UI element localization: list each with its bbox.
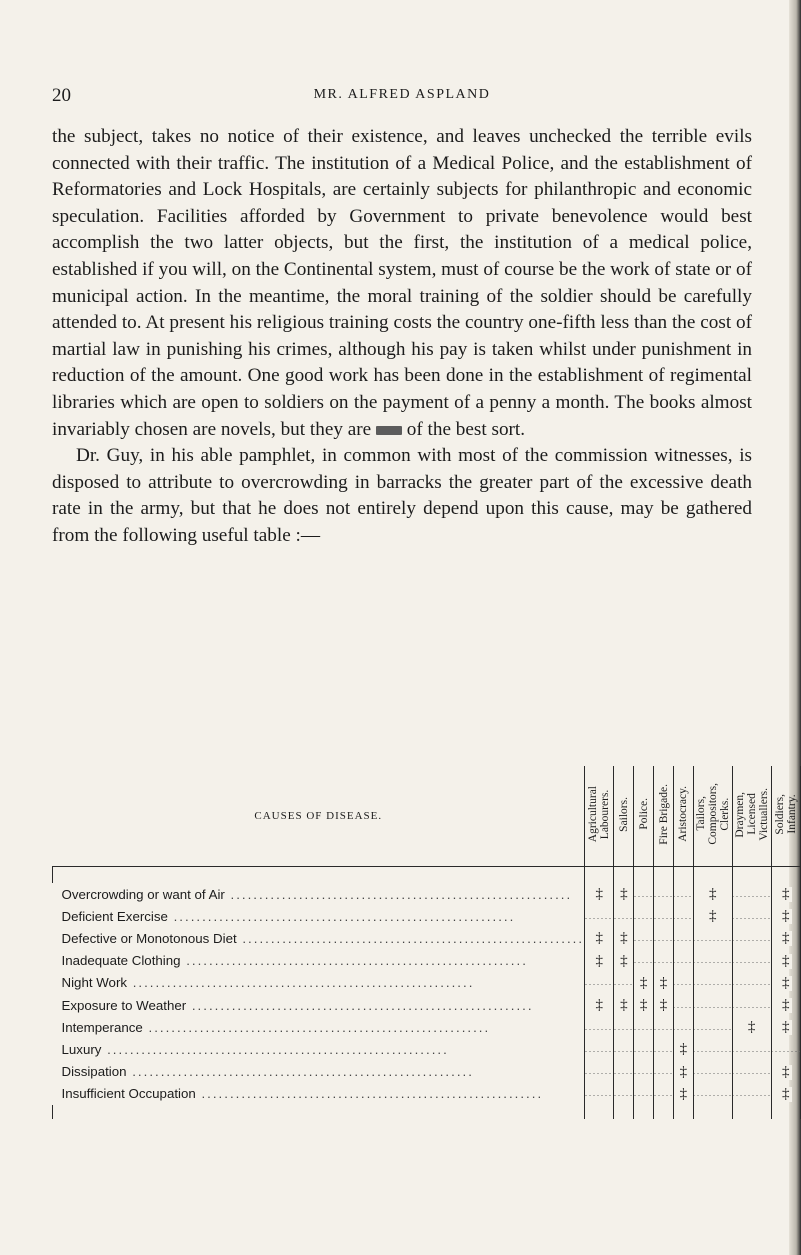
table-row	[53, 1061, 801, 1083]
cause-cell	[53, 905, 585, 927]
empty-cell	[673, 1016, 693, 1038]
spacer-cell	[53, 867, 585, 884]
cause-label: Inadequate Clothing	[61, 953, 181, 969]
spacer-cell	[53, 1105, 585, 1119]
spacer-cell	[585, 1105, 614, 1119]
leader-dots: ............................................................	[195, 1086, 544, 1102]
leader-dots: ............................................................	[127, 975, 475, 991]
empty-cell	[693, 1083, 732, 1105]
marked-cell	[732, 1016, 771, 1038]
cause-cell	[53, 1061, 585, 1083]
marked-cell	[771, 994, 800, 1016]
spacer-cell	[654, 1105, 674, 1119]
marked-cell	[585, 950, 614, 972]
double-dagger-mark: ‡	[659, 997, 668, 1014]
column-header	[614, 766, 634, 867]
double-dagger-mark: ‡	[679, 1063, 688, 1080]
spacer-cell	[654, 867, 674, 884]
empty-cell	[732, 1061, 771, 1083]
table-row	[53, 950, 801, 972]
leader-dots: ............................................................	[167, 908, 516, 924]
column-header	[654, 766, 674, 867]
column-header	[771, 766, 800, 867]
double-dagger-mark: ‡	[782, 930, 790, 947]
causes-column-header: CAUSES OF DISEASE.	[53, 766, 585, 867]
page-number: 20	[52, 85, 71, 106]
double-dagger-mark: ‡	[659, 974, 668, 991]
empty-cell	[693, 1061, 732, 1083]
spacer-cell	[614, 1105, 634, 1119]
cause-cell	[53, 1038, 585, 1060]
marked-cell	[585, 883, 614, 905]
double-dagger-mark: ‡	[782, 1063, 790, 1080]
spacer-cell	[771, 867, 800, 884]
empty-cell	[673, 927, 693, 949]
marked-cell	[693, 905, 732, 927]
empty-cell	[634, 1038, 654, 1060]
spacer-cell	[693, 867, 732, 884]
empty-cell	[673, 905, 693, 927]
paragraph-1	[52, 124, 752, 443]
disease-causes-table	[52, 766, 801, 1119]
spacer-cell	[634, 867, 654, 884]
double-dagger-mark: ‡	[782, 974, 790, 991]
empty-cell	[732, 927, 771, 949]
column-header	[732, 766, 771, 867]
cause-label: Insufficient Occupation	[61, 1086, 196, 1102]
double-dagger-mark: ‡	[679, 1085, 688, 1102]
marked-cell	[673, 1083, 693, 1105]
leader-dots: ............................................................	[101, 1041, 449, 1057]
empty-cell	[673, 972, 693, 994]
empty-cell	[693, 950, 732, 972]
table-row	[53, 1016, 801, 1038]
spacer-cell	[673, 867, 693, 884]
spacer-cell	[585, 867, 614, 884]
empty-cell	[732, 1038, 771, 1060]
empty-cell	[585, 1038, 614, 1060]
empty-cell	[732, 950, 771, 972]
column-header	[693, 766, 732, 867]
double-dagger-mark: ‡	[595, 930, 603, 947]
table-row	[53, 927, 801, 949]
table-row	[53, 883, 801, 905]
empty-cell	[673, 994, 693, 1016]
marked-cell	[771, 950, 800, 972]
leader-dots: ............................................................	[180, 953, 528, 969]
spacer-cell	[673, 1105, 693, 1119]
empty-cell	[634, 1061, 654, 1083]
marked-cell	[771, 905, 800, 927]
table-row	[53, 1083, 801, 1105]
empty-cell	[732, 883, 771, 905]
cause-label: Overcrowding or want of Air	[61, 886, 225, 902]
leader-dots: ............................................................	[126, 1064, 474, 1080]
empty-cell	[771, 1038, 800, 1060]
double-dagger-mark: ‡	[782, 908, 790, 925]
empty-cell	[614, 972, 634, 994]
table-header-row	[53, 766, 801, 867]
double-dagger-mark: ‡	[679, 1041, 688, 1058]
marked-cell	[673, 1061, 693, 1083]
marked-cell	[771, 883, 800, 905]
marked-cell	[585, 927, 614, 949]
double-dagger-mark: ‡	[782, 1019, 790, 1036]
empty-cell	[732, 972, 771, 994]
cause-label: Exposure to Weather	[61, 997, 187, 1013]
empty-cell	[693, 994, 732, 1016]
cause-cell	[53, 1083, 585, 1105]
double-dagger-mark: ‡	[782, 952, 790, 969]
marked-cell	[771, 1083, 800, 1105]
empty-cell	[654, 1061, 674, 1083]
cause-label: Defective or Monotonous Diet	[61, 930, 237, 946]
column-header-label: Police.	[637, 798, 650, 830]
column-header-label: Soldiers, Infantry.	[773, 793, 798, 835]
double-dagger-mark: ‡	[620, 952, 628, 969]
double-dagger-mark: ‡	[595, 997, 603, 1014]
paragraph-2: Dr. Guy, in his able pamphlet, in common with most of the commission witnesses, is disposed to attribute to overcrowding in barracks the greater part of the excessive death rate in the army, but that he does not entirely depend upon this cause, may be gathered from the following useful table :—	[52, 445, 752, 546]
marked-cell	[654, 972, 674, 994]
column-header-label: Draymen, Licensed Victuallers.	[733, 787, 770, 841]
marked-cell	[614, 994, 634, 1016]
empty-cell	[673, 950, 693, 972]
cause-label: Night Work	[61, 975, 128, 991]
double-dagger-mark: ‡	[782, 997, 790, 1014]
leader-dots: ............................................................	[142, 1019, 491, 1035]
marked-cell	[673, 1038, 693, 1060]
empty-cell	[634, 1016, 654, 1038]
empty-cell	[693, 1016, 732, 1038]
cause-label: Luxury	[61, 1041, 102, 1057]
empty-cell	[614, 1061, 634, 1083]
marked-cell	[771, 972, 800, 994]
double-dagger-mark: ‡	[620, 930, 628, 947]
empty-cell	[654, 1083, 674, 1105]
empty-cell	[654, 1016, 674, 1038]
empty-cell	[634, 1083, 654, 1105]
marked-cell	[771, 1061, 800, 1083]
cause-cell	[53, 972, 585, 994]
double-dagger-mark: ‡	[747, 1019, 756, 1036]
empty-cell	[585, 1061, 614, 1083]
spacer-cell	[614, 867, 634, 884]
body-text	[52, 124, 752, 550]
double-dagger-mark: ‡	[620, 886, 628, 903]
empty-cell	[614, 1038, 634, 1060]
column-header-label: Agricultural Labourers.	[587, 785, 612, 843]
marked-cell	[614, 927, 634, 949]
double-dagger-mark: ‡	[639, 974, 648, 991]
empty-cell	[585, 972, 614, 994]
marked-cell	[585, 994, 614, 1016]
double-dagger-mark: ‡	[782, 1085, 790, 1102]
empty-cell	[634, 927, 654, 949]
empty-cell	[654, 883, 674, 905]
empty-cell	[732, 905, 771, 927]
empty-cell	[654, 950, 674, 972]
leader-dots: ............................................................	[236, 930, 585, 946]
spacer-cell	[732, 1105, 771, 1119]
double-dagger-mark: ‡	[639, 997, 648, 1014]
cause-cell	[53, 1016, 585, 1038]
column-header	[673, 766, 693, 867]
double-dagger-mark: ‡	[782, 886, 790, 903]
marked-cell	[614, 883, 634, 905]
double-dagger-mark: ‡	[709, 908, 717, 925]
ink-blot-mark	[376, 426, 402, 435]
empty-cell	[634, 905, 654, 927]
spacer-cell	[771, 1105, 800, 1119]
double-dagger-mark: ‡	[595, 886, 603, 903]
marked-cell	[614, 950, 634, 972]
column-header-label: Fire Brigade.	[657, 783, 670, 845]
table-spacer-row	[53, 1105, 801, 1119]
table-row	[53, 1038, 801, 1060]
running-head: MR. ALFRED ASPLAND	[313, 87, 491, 102]
cause-cell	[53, 994, 585, 1016]
page-header	[52, 85, 752, 111]
paragraph-1-text: the subject, takes no notice of their existence, and leaves unchecked the terrible evils connected with their traffic. The institution of a Medical Police, and the establishment of Reformatories and Lock Hospitals, are certainly subjects for philanthropic and economic speculation. Facilities afforded by Government to private benevolence would best accomplish the two latter objects, but the first, the institution of a medical police, established if you will, on the Continental system, must of course be the work of state or of municipal action. In the meantime, the moral training of the soldier should be carefully attended to. At present his religious training costs the country one-fifth less than the cost of martial law in punishing his crimes, although his pay is taken whilst under punishment in reduction of the amount. One good work has been done in the establishment of regimental libraries which are open to soldiers on the payment of a penny a month. The books almost invariably chosen are novels, but they are	[52, 126, 752, 440]
marked-cell	[771, 1016, 800, 1038]
empty-cell	[654, 905, 674, 927]
column-header-label: Sailors.	[617, 796, 630, 832]
marked-cell	[693, 883, 732, 905]
marked-cell	[771, 927, 800, 949]
cause-label: Deficient Exercise	[61, 908, 168, 924]
double-dagger-mark: ‡	[709, 886, 717, 903]
cause-label: Intemperance	[61, 1019, 143, 1035]
marked-cell	[654, 994, 674, 1016]
disease-table-wrap	[52, 766, 801, 1119]
empty-cell	[585, 1016, 614, 1038]
empty-cell	[634, 950, 654, 972]
table-spacer-row	[53, 867, 801, 884]
empty-cell	[585, 1083, 614, 1105]
column-header-label: Aristocracy.	[677, 786, 690, 842]
table-row	[53, 994, 801, 1016]
empty-cell	[614, 1016, 634, 1038]
cause-cell	[53, 883, 585, 905]
empty-cell	[634, 883, 654, 905]
table-row	[53, 972, 801, 994]
marked-cell	[634, 972, 654, 994]
spacer-cell	[693, 1105, 732, 1119]
cause-label: Dissipation	[61, 1064, 127, 1080]
empty-cell	[693, 972, 732, 994]
column-header	[585, 766, 614, 867]
empty-cell	[614, 905, 634, 927]
column-header-label: Tailors, Compositors, Clerks.	[694, 783, 731, 845]
leader-dots: ............................................................	[224, 886, 573, 902]
double-dagger-mark: ‡	[595, 952, 603, 969]
double-dagger-mark: ‡	[620, 997, 628, 1014]
column-header	[634, 766, 654, 867]
empty-cell	[673, 883, 693, 905]
leader-dots: ............................................................	[186, 997, 534, 1013]
empty-cell	[693, 927, 732, 949]
empty-cell	[585, 905, 614, 927]
paragraph-1-tail: of the best sort.	[406, 418, 526, 440]
empty-cell	[654, 927, 674, 949]
empty-cell	[732, 1083, 771, 1105]
marked-cell	[634, 994, 654, 1016]
empty-cell	[693, 1038, 732, 1060]
empty-cell	[654, 1038, 674, 1060]
cause-cell	[53, 950, 585, 972]
cause-cell	[53, 927, 585, 949]
empty-cell	[732, 994, 771, 1016]
table-row	[53, 905, 801, 927]
spacer-cell	[634, 1105, 654, 1119]
empty-cell	[614, 1083, 634, 1105]
spacer-cell	[732, 867, 771, 884]
